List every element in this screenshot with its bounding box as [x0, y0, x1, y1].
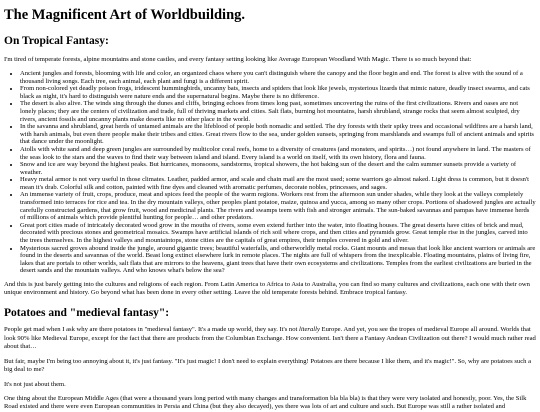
paragraph: But fair, maybe I'm being too annoying about it, it's just fantasy. "It's just magic! I don't need to explain everything! Potatoes are there because I like them, and it's magic!". So, why are potatoes such a big deal to me?: [4, 357, 532, 374]
section-heading-tropical-fantasy: On Tropical Fantasy:: [4, 34, 109, 47]
list-item: • In the savanna and shrubland, great herds of untamed animals are the lifeblood of people both nomadic and settled. The dry forests with their spiky trees and occasional wildfires are a harsh land, with harsh animals, but even there people make their tribes and cities. Great rivers flow to the sea, under golden sunsets, springing from marshlands and swamps full of ancient animals and spirits that dance under the moonlight.: [20, 123, 536, 146]
section-intro: I'm tired of temperate forests, alpine mountains and stone castles, and every fantasy setting looking like Average European Woodland With Magic. There is so much beyond that:: [4, 55, 472, 63]
list-item: • Great port cities made of intricately decorated wood grow in the mouths of rivers, some even extend further into the water, into floating houses. The great deserts have cities of brick and mud, decorated with precious stones and geometrical mosaics. Swamps have artificial islands of rich soil where crops, and then cities and pyramids grow. Great temple rise in the jungles, carved into the trees themselves. In the highest valleys and mountaintops, stone cities are the capitals of great empires, their temples covered in gold and silver.: [20, 222, 536, 245]
emphasis-text: literally: [299, 326, 320, 334]
paragraph: [4, 326, 536, 351]
section-heading-potatoes: Potatoes and "medieval fantasy":: [4, 306, 170, 319]
paragraph: It's not just about them.: [4, 380, 66, 388]
list-item: • Snow and ice are way beyond the highest peaks. But hurricanes, monsoons, sandstorms, tropical showers, the hot baking sun of the desert and the calm summer sunsets provide a variety of weather.: [20, 161, 536, 176]
section-outro: And this is just barely getting into the cultures and religions of each region. From Latin America to Africa to Asia to Australia, you can find so many cultures and civilizations, each one with their own unique environment and history. Go beyond what has been done in every other setting. Leave the old temperate forests behind. Embrace tropical fantasy.: [4, 281, 530, 297]
list-item: • Ancient jungles and forests, blooming with life and color, an organized chaos where you can't distinguish where the canopy and the floor begin and end. The forest is alive with the sound of a thousand living songs. Each tree, each animal, each plant and fungi is a different spirit.: [20, 70, 536, 85]
list-item: • From non-colored yet deadly poison frogs, iridescent hummingbirds, uncanny bats, insects and spiders that look like jewels, mysterious lizards that mimic nature, deadly insect swarms, and cats black as night, it's hard to distinguish were nature ends and the supernatural begins. Maybe there is no difference.: [20, 85, 536, 100]
page-title: The Magnificent Art of Worldbuilding.: [4, 7, 246, 23]
list-item: • Mysterious sacred groves abound inside the jungle, around gigantic trees; beautiful waterfalls, and otherworldly metal rocks. Giant mounts and mesas that look like ancient warriors or animals are found in the deserts and savannas of the world. Beast long extinct elsewhere lurk in remote places. The nights are full of whispers from the inexplicable. Floating mountains, plains of living fire, lakes that are portals to other worlds, salt flats that are mirrors to the heavens, giant trees that have their own ecosystems and civilizations. Temples from the earliest civilizations are buried in the desert sands and the mountain valleys. And who knows what's below the sea?: [20, 245, 536, 275]
paragraph: One thing about the European Middle Ages (that were a thousand years long period with many changes and transformation bla bla bla) is that they were very isolated and honestly, poor. Yes, the Silk Road existed and there were even European communities in Persia and China (but they also decayed), yes there was lots of art and culture and such. But Europe was still a rather isolated and: [4, 394, 527, 411]
list-item: • Atolls with white sand and deep green jungles are surrounded by multicolor coral reefs, home to a diversity of creatures (and monsters, and spirits…) not found anywhere in land. The masters of the seas look to the stars and the waves to find their way between island and island. Every island is a world on itself, with its own history, flora and fauna.: [20, 146, 536, 161]
list-item: • Heavy metal armor is not very useful in those climates. Leather, padded armor, and scale and chain mail are the most used; some warriors go almost naked. Light dress is common, but it doesn't mean it's drab. Colorful silk and cotton, painted with fine dyes and cleaned with aromatic perfumes, decorate nobles, princesses, and sages.: [20, 176, 536, 191]
list-item: • The desert is also alive. The winds sing through the dunes and cliffs, bringing echoes from times long past, sometimes uncovering the ruins of the first civilizations. Rivers and oases are not lonely places; they are the centers of civilization and trade, full of thriving markets and cities. Salt flats, burning hot mountains, harsh shrubland, strange rocks that seem almost sculpted, dry rivers, ancient fossils and uncanny plants make deserts like no other place in the world.: [20, 100, 536, 123]
tropical-fantasy-list: [4, 70, 536, 275]
paragraph-text: People get mad when I ask why are there potatoes in "medieval fantasy". It's a made up world, they say. It's not: [4, 326, 299, 334]
list-item: • An immense variety of fruit, crops, produce, meat and spices feed the people of the warm regions. Workers rest from the afternoon sun under shades, while they look at the valleys completely transformed into terraces for rice and tea. In the dry mountain valleys, other peoples plant potatoe, maize, quinoa and yucca, among so many other crops. Portions of shadowed jungles are actually carefully constructed gardens, that grow fruit, wood and medicinal plants. The rivers and swamps teem with fish and stronger animals. The sun-baked savannas and pampas have immense herds of millions of animals which provide plentiful hunting for people… and other predators.: [20, 191, 536, 221]
paragraph-text: Europe. And yet, you see the tropes of medieval Europe all around. Worlds that look 90% like Medieval Europe, except for the fact that there are products from the Columbian Exchange. How convenient. Isn't there a Fantasy Andean Civilization out there? I would much rather read about that…: [4, 326, 536, 351]
